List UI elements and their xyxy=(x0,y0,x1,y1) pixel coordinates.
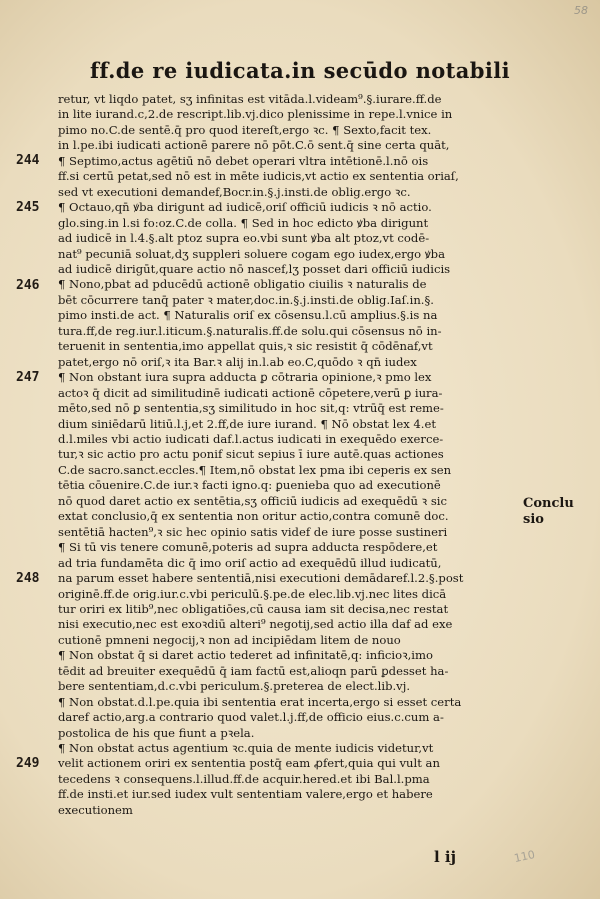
text-line: tur oriri ex litib⁹,nec obligatiōes,cū causa iam sit decisa,nec restat xyxy=(58,601,449,616)
text-line: dium siniēdarū litiū.l.j,et 2.ff,de iure iurand. ¶ Nō obstat lex 4.et xyxy=(58,416,437,431)
text-line: retur, vt liqdo patet, sʒ infinitas est vitāda.l.videam⁹.§.iurare.ff.de xyxy=(58,92,442,106)
text-line: ¶ Non obstat.d.l.pe.quia ibi sententia erat incerta,ergo si esset certa xyxy=(58,694,462,709)
pencil-folio-mark: 58 xyxy=(574,4,588,17)
side-note-line: Conclu xyxy=(523,496,574,511)
text-line: extat conclusio,q̄ ex sententia non oritur actio,contra comunē doc. xyxy=(58,509,449,524)
text-line: ¶ Octauo,qn̄ ꝟba dirigunt ad iudicē,oriſ officiū iudicis ꝛ nō actio. xyxy=(58,200,432,215)
text-line: ¶ Non obstat q̄ si daret actio tederet ad infinitatē,q: inficioꝛ,imo xyxy=(58,648,433,663)
text-line: C.de sacro.sanct.eccles.¶ Item,nō obstat lex pma ibi ceperis ex sen xyxy=(58,462,452,477)
text-line: postolica de his que fiunt a pꝛela. xyxy=(58,725,255,740)
text-line: ¶ Non obstat actus agentium ꝛc.quia de mente iudicis videtur,vt xyxy=(58,741,434,756)
text-line: nat⁹ pecuniā soluat,dʒ suppleri soluere cogam ego iudex,ergo ꝟba xyxy=(58,246,445,261)
side-note-line: sio xyxy=(523,512,544,527)
text-line: cutionē pmneni negocij,ꝛ non ad incipiēdam litem de nouo xyxy=(58,632,401,647)
text-line: ad tria fundamēta dic q̄ imo oriſ actio ad exequēdū illud iudicatū, xyxy=(58,555,442,570)
text-line: ad iudicē in l.4.§.alt ptoz supra eo.vbi sunt ꝟba alt ptoz,vt codē- xyxy=(58,231,430,246)
text-line: nō quod daret actio ex sentētia,sʒ officiū iudicis ad exequēdū ꝛ sic xyxy=(58,493,448,508)
text-line: glo.sing.in l.si fo:oz.C.de colla. ¶ Sed in hoc edicto ꝟba dirigunt xyxy=(58,215,429,230)
running-head: ff.de re iudicata.in secūdo notabili xyxy=(89,58,511,83)
text-line: sed vt executioni demandef,Bocr.in.§.j.insti.de oblig.ergo ꝛc. xyxy=(58,184,411,199)
side-note xyxy=(523,496,583,528)
margin-number: 249 xyxy=(16,756,40,771)
text-line: nisi executio,nec est exoꝛdiū alteri⁹ negotij,sed actio illa daf ad exe xyxy=(58,617,453,632)
text-line: tētia cōuenire.C.de iur.ꝛ facti igno.q: ꝑuenieba quo ad executionē xyxy=(58,478,441,493)
text-line: in l.pe.ibi iudicati actionē parere nō pōt.C.ō sent.q̄ sine certa quāt, xyxy=(58,138,450,153)
text-line: ¶ Septimo,actus agētiū nō debet operari vltra intētionē.l.nō ois xyxy=(58,153,429,168)
signature-mark: l ij xyxy=(434,848,457,866)
text-line: tēdit ad breuiter exequēdū q̄ iam factū est,alioqn parū ꝑdesset ha- xyxy=(58,663,449,678)
margin-number: 248 xyxy=(16,571,40,586)
margin-number: 245 xyxy=(16,200,40,215)
text-line: patet,ergo nō oriſ,ꝛ ita Bar.ꝛ alij in.l.ab eo.C,quōdo ꝛ qn̄ iudex xyxy=(58,354,417,369)
text-line: executionem xyxy=(58,802,133,817)
margin-number: 244 xyxy=(16,153,40,168)
text-line: sentētiā hacten⁹,ꝛ sic hec opinio satis videf de iure posse sustineri xyxy=(58,524,448,539)
text-line: ¶ Nono,pbat ad pducēdū actionē obligatio ciuilis ꝛ naturalis de xyxy=(58,277,427,292)
text-line: originē.ff.de orig.iur.c.vbi periculū.§.pe.de elec.lib.vj.nec lites dicā xyxy=(58,586,447,601)
text-line: ¶ Non obstant iura supra adducta ꝑ cōtraria opinione,ꝛ pmo lex xyxy=(58,370,432,385)
text-line: velit actionem oriri ex sententia postq̄ eam ꝓfert,quia qui vult an xyxy=(58,756,440,771)
body-text xyxy=(58,92,520,818)
stamp-number: 110 xyxy=(512,847,537,866)
text-line: na parum esset habere sententiā,nisi executioni demādaref.l.2.§.post xyxy=(58,571,464,586)
text-line: ff.si certū petat,sed nō est in mēte iudicis,vt actio ex sententia oriaſ, xyxy=(58,169,459,184)
text-line: d.l.miles vbi actio iudicati daf.l.actus iudicati in exequēdo exerce- xyxy=(58,431,444,446)
text-line: pimo no.C.de sentē.q̄ pro quod itereſt,ergo ꝛc. ¶ Sexto,facit tex. xyxy=(58,122,432,137)
text-line: ad iudicē dirigūt,quare actio nō nascef,lʒ posset dari officiū iudicis xyxy=(58,261,451,276)
text-line: bere sententiam,d.c.vbi periculum.§.preterea de elect.lib.vj. xyxy=(58,679,411,694)
text-line: bēt cōcurrere tanq̄ pater ꝛ mater,doc.in.§.j.insti.de oblig.Iaſ.in.§. xyxy=(58,292,434,307)
margin-number: 247 xyxy=(16,370,40,385)
text-line: mēto,sed nō ꝑ sententia,sʒ similitudo in hoc sit,q: vtrūq̄ est reme- xyxy=(58,401,444,416)
text-line: tecedens ꝛ consequens.l.illud.ff.de acquir.hered.et ibi Bal.l.pma xyxy=(58,771,430,786)
text-line: ¶ Si tū vis tenere comunē,poteris ad supra adducta respōdere,et xyxy=(58,540,438,555)
text-line: tura.ff,de reg.iur.l.iticum.§.naturalis.ff.de solu.qui cōsensus nō in- xyxy=(58,323,442,338)
text-line: ff.de insti.et iur.sed iudex vult sententiam valere,ergo et habere xyxy=(58,787,433,802)
text-line: actoꝛ q̄ dicit ad similitudinē iudicati actionē cōpetere,verū ꝑ iura- xyxy=(58,385,443,400)
text-line: teruenit in sententia,imo appellat quis,ꝛ sic resistit q̄ cōdēnaf,vt xyxy=(58,339,433,354)
text-line: in lite iurand.c,2.de rescript.lib.vj.dico plenissime in repe.l.vnice in xyxy=(58,107,453,122)
text-line: daref actio,arg.a contrario quod valet.l.j.ff,de officio eius.c.cum a- xyxy=(58,710,444,725)
margin-number: 246 xyxy=(16,278,40,293)
text-line: pimo insti.de act. ¶ Naturalis oriſ ex cōsensu.l.cū amplius.§.is na xyxy=(58,308,438,323)
text-line: tur,ꝛ sic actio pro actu ponif sicut sepius ī iure autē.quas actiones xyxy=(58,447,444,462)
